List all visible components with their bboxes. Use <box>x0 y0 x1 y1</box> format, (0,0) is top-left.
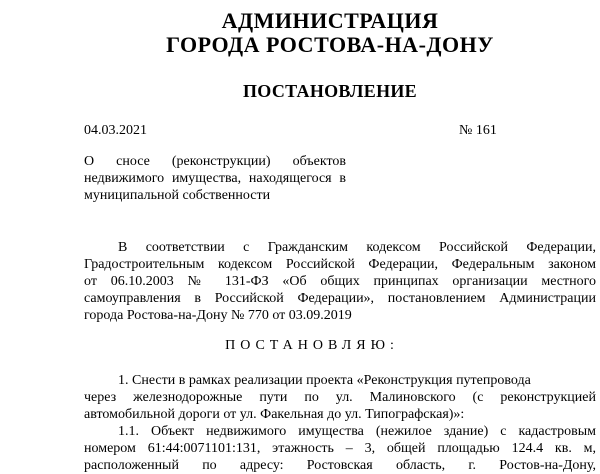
document-date: 04.03.2021 <box>84 123 147 138</box>
subject-line: муниципальной собственности <box>84 188 271 203</box>
resolve-heading: ПОСТАНОВЛЯЮ: <box>225 338 399 353</box>
preamble-line: от 06.10.2003 № 131-ФЗ «Об общих принципах организации местного <box>84 274 596 289</box>
header-city: ГОРОДА РОСТОВА-НА-ДОНУ <box>166 32 494 57</box>
preamble-line: самоуправления в Российской Федерации», постановлением Администрации <box>84 291 596 306</box>
header-administration: АДМИНИСТРАЦИЯ <box>221 8 439 33</box>
preamble-line: В соответствии с Гражданским кодексом Российской Федерации, <box>118 240 596 255</box>
item-1-1-line: номером 61:44:0071101:131, этажность – 3, общей площадью 124.4 кв. м, <box>84 441 596 456</box>
item-1-1-line: расположенный по адресу: Ростовская область, г. Ростов-на-Дону, <box>84 458 596 473</box>
item-1-line: автомобильной дороги от ул. Факельная до ул. Типографская)»: <box>84 407 465 422</box>
preamble-line: города Ростова-на-Дону № 770 от 03.09.2019 <box>84 308 352 323</box>
preamble-paragraph <box>84 239 596 324</box>
document-title: ПОСТАНОВЛЕНИЕ <box>243 81 417 101</box>
document-number: № 161 <box>459 123 497 138</box>
item-1-line: 1. Снести в рамках реализации проекта «Реконструкция путепровода <box>118 373 531 388</box>
item-1-line: через железнодорожные пути по ул. Малиновского (с реконструкцией <box>84 390 596 405</box>
document-subject <box>84 153 346 204</box>
item-1-1-line: 1.1. Объект недвижимого имущества (нежилое здание) с кадастровым <box>118 424 596 439</box>
item-1-paragraph <box>84 372 596 423</box>
preamble-line: Градостроительным кодексом Российской Федерации, Федеральным законом <box>84 257 596 272</box>
subject-line: О сносе (реконструкции) объектов <box>84 154 346 169</box>
item-1-1-paragraph <box>84 423 596 474</box>
subject-line: недвижимого имущества, находящегося в <box>84 171 346 186</box>
